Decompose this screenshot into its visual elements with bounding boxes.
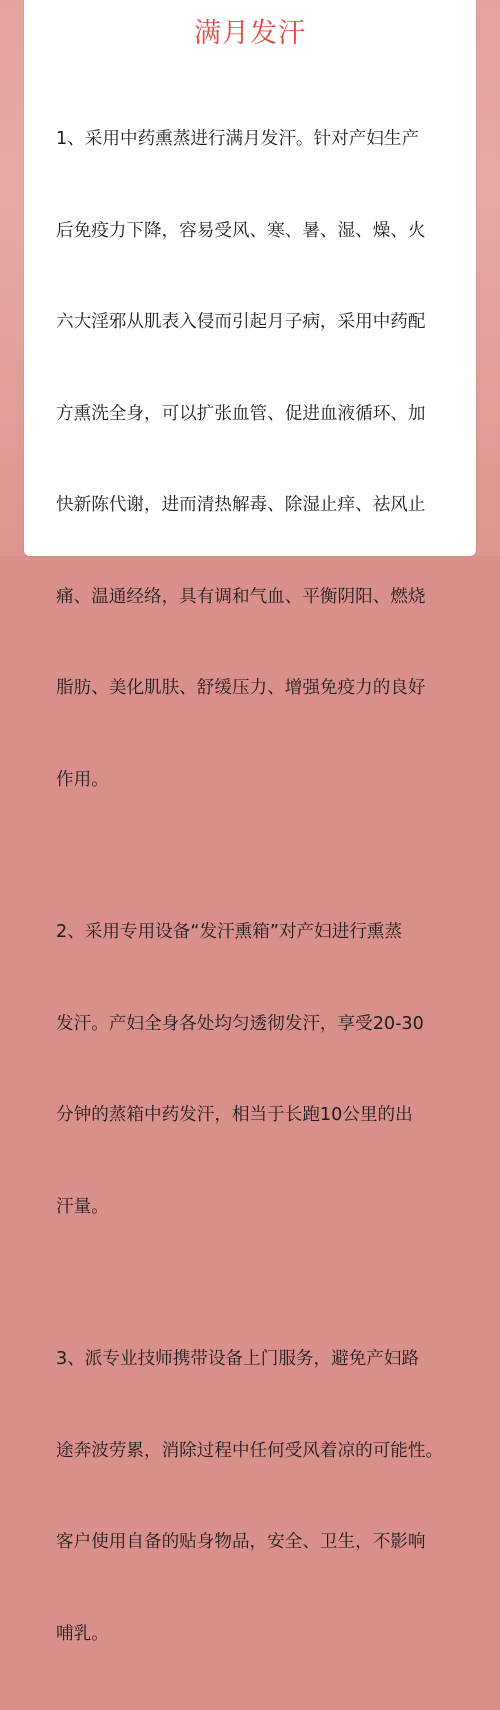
paragraph-3 [56, 1283, 476, 1710]
text-line: 哺乳。 [56, 1623, 109, 1644]
text-line: 3、派专业技师携带设备上门服务，避免产妇路 [56, 1349, 420, 1369]
text-line: 2、采用专用设备“发汗熏箱”对产妇进行熏蒸 [56, 922, 403, 942]
text-line: 快新陈代谢，进而清热解毒、除湿止痒、祛风止 [56, 495, 426, 515]
text-line: 后免疫力下降，容易受风、寒、暑、湿、燥、火 [56, 220, 426, 241]
text-line: 分钟的蒸箱中药发汗，相当于长跑10公里的出 [56, 1105, 413, 1125]
text-line: 1、采用中药熏蒸进行满月发汗。针对产妇生产 [56, 129, 420, 149]
page-title: 满月发汗 [194, 18, 306, 49]
paragraph-2 [56, 856, 476, 1283]
text-line: 汗量。 [56, 1196, 109, 1217]
text-line: 客户使用自备的贴身物品，安全、卫生，不影响 [56, 1532, 426, 1552]
text-line: 途奔波劳累，消除过程中任何受风着凉的可能性。 [56, 1440, 444, 1461]
article-body [56, 63, 476, 1710]
text-line: 痛、温通经络，具有调和气血、平衡阴阳、燃烧 [56, 586, 426, 607]
text-line: 方熏洗全身，可以扩张血管、促进血液循环、加 [56, 403, 426, 424]
content-card [24, 0, 476, 1644]
text-line: 发汗。产妇全身各处均匀透彻发汗，享受20-30 [56, 1013, 424, 1034]
text-line: 脂肪、美化肌肤、舒缓压力、增强免疫力的良好 [56, 678, 426, 698]
paragraph-1 [56, 63, 476, 856]
text-line: 作用。 [56, 769, 109, 790]
text-line: 六大淫邪从肌表入侵而引起月子病，采用中药配 [56, 312, 426, 332]
